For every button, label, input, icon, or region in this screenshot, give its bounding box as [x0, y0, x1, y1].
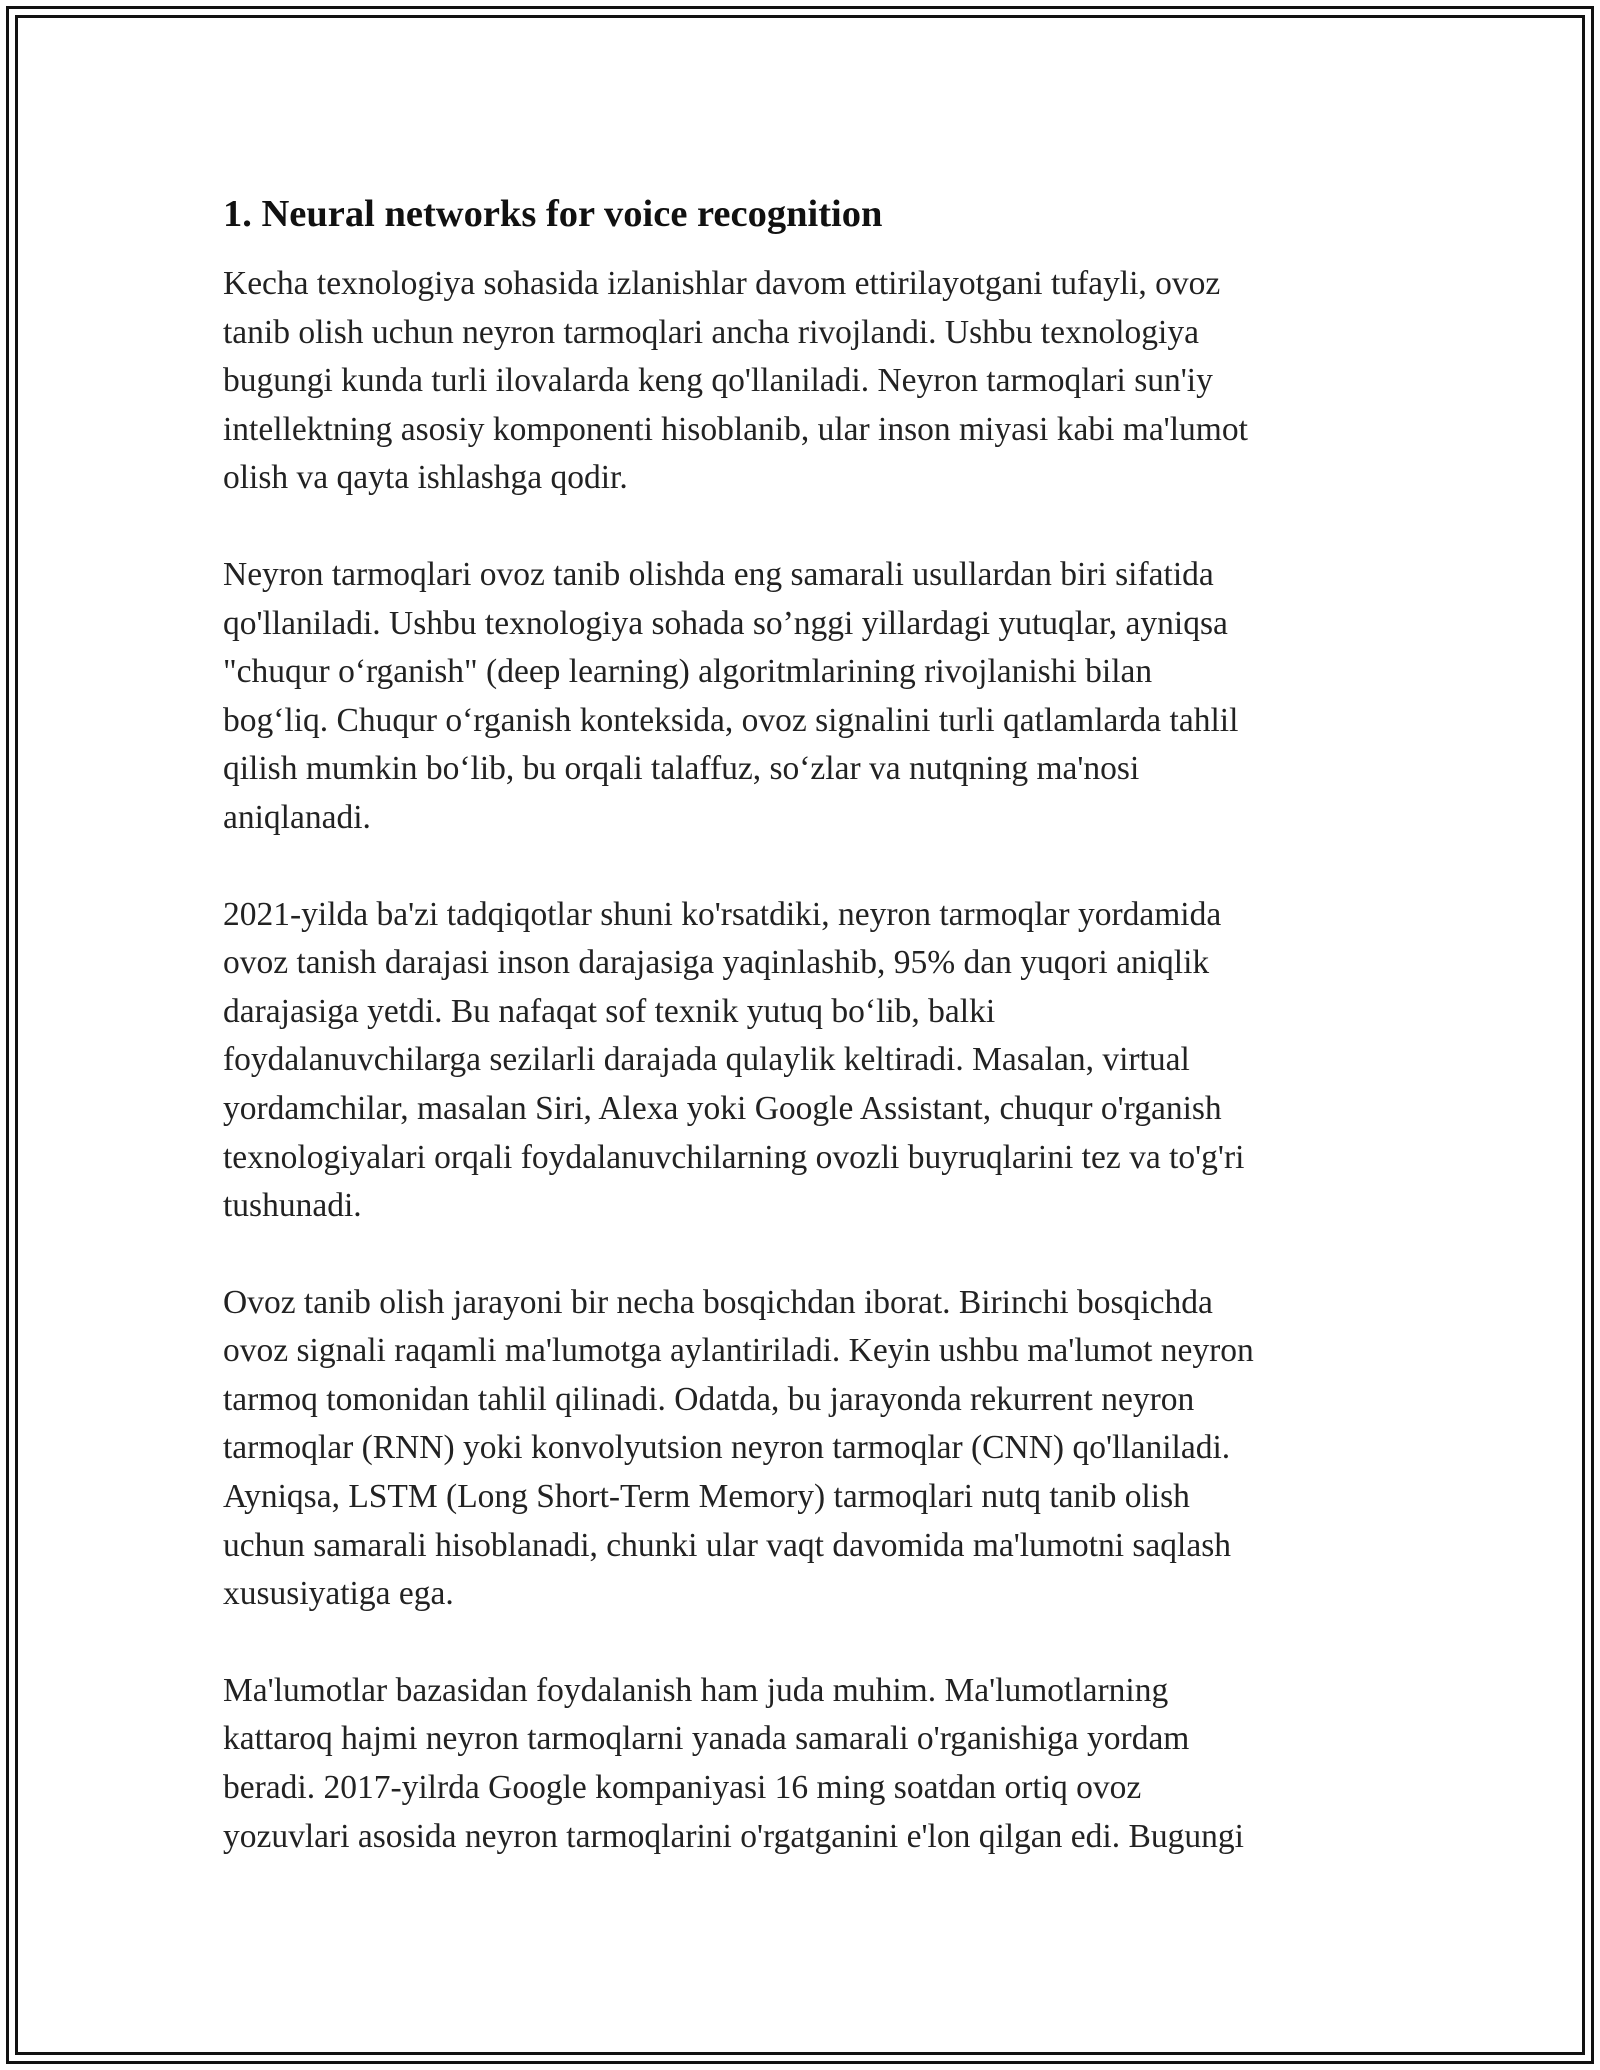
document-body	[223, 186, 1378, 1909]
paragraph-1: Kecha texnologiya sohasida izlanishlar davom ettirilayotgani tufayli, ovoz tanib olish uchun neyron tarmoqlari ancha rivojlandi. Ushbu texnologiya bugungi kunda turli ilovalarda keng qo'llaniladi. Neyron tarmoqlari sun'iy intellektning asosiy komponenti hisoblanib, ular inson miyasi kabi ma'lumot olish va qayta ishlashga qodir.	[223, 265, 1248, 497]
paragraph-3: 2021-yilda ba'zi tadqiqotlar shuni ko'rsatdiki, neyron tarmoqlar yordamida ovoz tanish darajasi inson darajasiga yaqinlashib, 95% dan yuqori aniqlik darajasiga yetdi. Bu nafaqat sof texnik yutuq bo‘lib, balki foydalanuvchilarga sezilarli darajada qulaylik keltiradi. Masalan, virtual yordamchilar, masalan Siri, Alexa yoki Google Assistant, chuqur o'rganish texnologiyalari orqali foydalanuvchilarning ovozli buyruqlarini tez va to'g'ri tushunadi.	[223, 895, 1245, 1225]
paragraph-4: Ovoz tanib olish jarayoni bir necha bosqichdan iborat. Birinchi bosqichda ovoz signali raqamli ma'lumotga aylantiriladi. Keyin ushbu ma'lumot neyron tarmoq tomonidan tahlil qilinadi. Odatda, bu jarayonda rekurrent neyron tarmoqlar (RNN) yoki konvolyutsion neyron tarmoqlar (CNN) qo'llaniladi. Ayniqsa, LSTM (Long Short-Term Memory) tarmoqlari nutq tanib olish uchun samarali hisoblanadi, chunki ular vaqt davomida ma'lumotni saqlash xususiyatiga ega.	[223, 1283, 1254, 1613]
paragraph-5: Ma'lumotlar bazasidan foydalanish ham juda muhim. Ma'lumotlarning kattaroq hajmi neyron tarmoqlarni yanada samarali o'rganishiga yordam beradi. 2017-yilrda Google kompaniyasi 16 ming soatdan ortiq ovoz yozuvlari asosida neyron tarmoqlarini o'rgatganini e'lon qilgan edi. Bugungi	[223, 1671, 1244, 1855]
paragraph-2: Neyron tarmoqlari ovoz tanib olishda eng samarali usullardan biri sifatida qo'llaniladi. Ushbu texnologiya sohada so’nggi yillardagi yutuqlar, ayniqsa "chuqur o‘rganish" (deep learning) algoritmlarining rivojlanishi bilan bog‘liq. Chuqur o‘rganish konteksida, ovoz signalini turli qatlamlarda tahlil qilish mumkin bo‘lib, bu orqali talaffuz, so‘zlar va nutqning ma'nosi aniqlanadi.	[223, 555, 1239, 836]
section-heading: 1. Neural networks for voice recognition	[223, 193, 883, 235]
